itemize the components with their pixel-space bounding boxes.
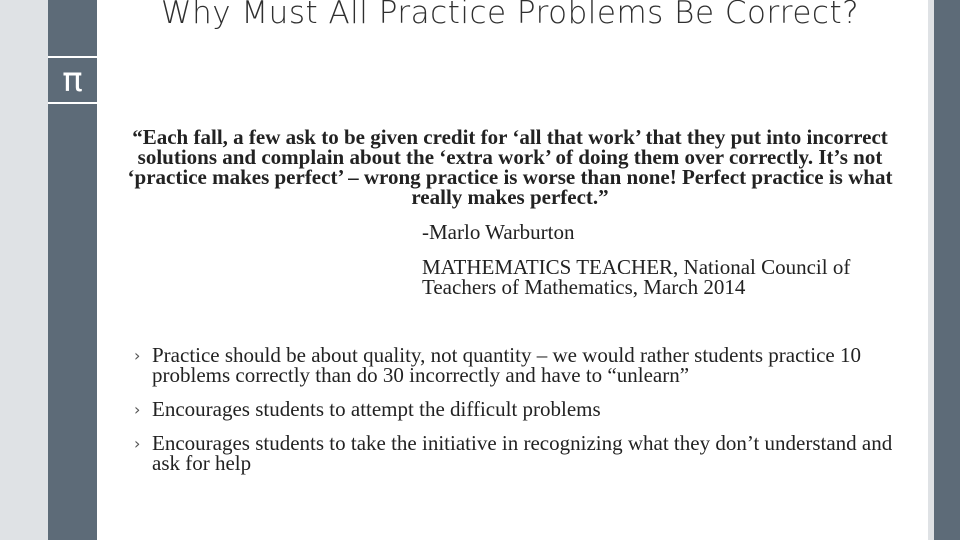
quote-author: -Marlo Warburton [422, 220, 575, 244]
right-accent-bar [934, 0, 960, 540]
pi-symbol: π [62, 60, 83, 100]
bullet-text: Encourages students to attempt the difficult problems [152, 397, 601, 421]
bullet-item [134, 399, 894, 419]
chevron-right-icon: › [134, 434, 141, 453]
bullet-list [134, 345, 894, 487]
pi-icon [48, 56, 97, 104]
quote-text: “Each fall, a few ask to be given credit for ‘all that work’ that they put into incorrect solutions and complain about the ‘extra work’ of doing them over correctly. It’s not ‘practice makes perfect’ – wrong practice is worse than none! Perfect practice is what really makes perfect.” [127, 125, 893, 209]
bullet-item [134, 345, 894, 385]
bullet-text: Encourages students to take the initiative in recognizing what they don’t understand and ask for help [152, 431, 893, 475]
chevron-right-icon: › [134, 346, 141, 365]
quote-attribution [422, 222, 912, 297]
chevron-right-icon: › [134, 400, 141, 419]
bullet-text: Practice should be about quality, not quantity – we would rather students practice 10 problems correctly than do 30 incorrectly and have to “unlearn” [152, 343, 861, 387]
bullet-item [134, 433, 894, 473]
quote-source: MATHEMATICS TEACHER, National Council of Teachers of Mathematics, March 2014 [422, 255, 851, 299]
left-accent-strip [0, 0, 48, 540]
slide-title: Why Must All Practice Problems Be Correct? [160, 0, 860, 31]
